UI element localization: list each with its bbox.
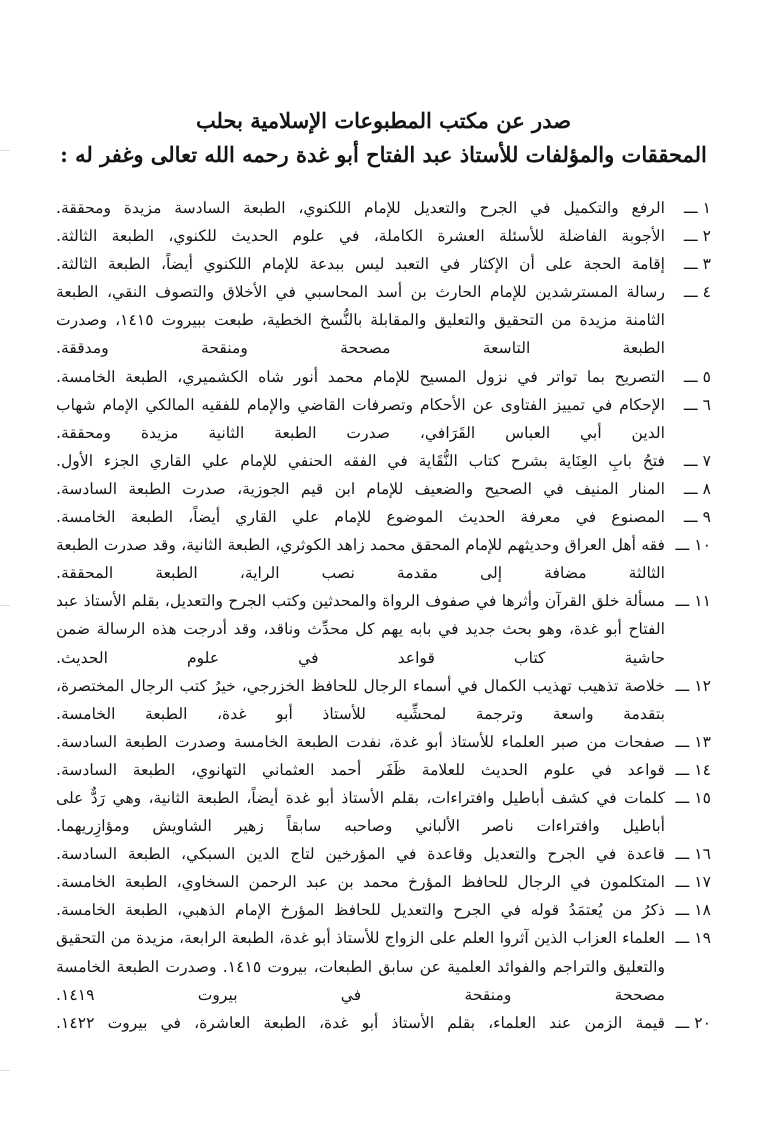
item-text: خلاصة تذهيب تهذيب الكمال في أسماء الرجال للحافظ الخزرجي، خيرُ كتب الرجال المختصرة، بتقدمة واسعة وترجمة لمحشِّيه للأستاذ أبو غدة، الطبعة الخامسة. (56, 676, 665, 723)
list-item (56, 475, 711, 503)
list-item (56, 363, 711, 391)
item-text: التصريح بما تواتر في نزول المسيح للإمام محمد أنور شاه الكشميري، الطبعة الخامسة. (56, 367, 665, 386)
item-number: ٧ ـــ (683, 451, 711, 470)
item-text: العلماء العزاب الذين آثروا العلم على الزواج للأستاذ أبو غدة، الطبعة الرابعة، مزيدة من التحقيق والتعليق والتراجم والفوائد العلمية عن سابق الطبعات، بيروت ١٤١٥. وصدرت الطبعة الخامسة مصححة ومنقحة في بيروت ١٤١٩. (56, 929, 666, 1004)
item-number: ١٤ ـــ (675, 760, 711, 779)
item-text: فقه أهل العراق وحديثهم للإمام المحقق محمد زاهد الكوثري، الطبعة الثانية، وقد صدرت الطبعة الثالثة مضافة إلى مقدمة نصب الراية، الطبعة المحققة. (56, 536, 665, 583)
list-item (56, 868, 711, 896)
heading-line-publisher: صدر عن مكتب المطبوعات الإسلامية بحلب (195, 108, 572, 133)
list-item (56, 278, 711, 362)
item-number: ٩ ـــ (683, 508, 711, 527)
list-item (56, 222, 711, 250)
publications-heading (56, 104, 711, 172)
list-item (56, 840, 711, 868)
item-number: ٢٠ ـــ (675, 1013, 711, 1032)
item-text: المصنوع في معرفة الحديث الموضوع للإمام علي القاري أيضاً، الطبعة الخامسة. (56, 508, 665, 527)
list-item (56, 728, 711, 756)
item-number: ١٨ ـــ (675, 901, 711, 920)
list-item (56, 1009, 711, 1037)
item-text: مسألة خلق القرآن وأثرها في صفوف الرواة والمحدثين وكتب الجرح والتعديل، بقلم الأستاذ عبد الفتاح أبو غدة، وهو بحث جديد في بابه يهم كل محدِّث وناقد، وقد أدرجت هذه الرسالة ضمن حاشية كتاب قواعد في علوم الحديث. (56, 592, 665, 667)
item-text: قاعدة في الجرح والتعديل وقاعدة في المؤرخين لتاج الدين السبكي، الطبعة السادسة. (56, 845, 665, 864)
item-text: كلمات في كشف أباطيل وافتراءات، بقلم الأستاذ أبو غدة أيضاً، الطبعة الثانية، وهي رَدٌّ على أباطيل وافتراءات ناصر الألباني وصاحبه سابقاً زهير الشاويش ومؤازِريهما. (56, 788, 665, 836)
list-item (56, 924, 711, 1008)
item-number: ١٣ ـــ (675, 732, 711, 751)
item-number: ١٧ ـــ (675, 873, 711, 892)
item-text: صفحات من صبر العلماء للأستاذ أبو غدة، نفدت الطبعة الخامسة وصدرت الطبعة السادسة. (56, 732, 665, 751)
item-number: ٥ ـــ (683, 367, 711, 386)
list-item (56, 784, 711, 840)
list-item (56, 250, 711, 278)
list-item (56, 672, 711, 728)
item-text: قيمة الزمن عند العلماء، بقلم الأستاذ أبو غدة، الطبعة العاشرة، في بيروت ١٤٢٢. (56, 1013, 665, 1032)
item-text: المتكلمون في الرجال للحافظ المؤرخ محمد بن عبد الرحمن السخاوي، الطبعة الخامسة. (56, 873, 665, 892)
item-text: الإحكام في تمييز الفتاوى عن الأحكام وتصرفات القاضي والإمام للفقيه المالكي الإمام شهاب الدين أبي العباس القَرَافي، صدرت الطبعة الثانية مزيدة ومحققة. (56, 395, 665, 442)
item-number: ٢ ـــ (683, 227, 711, 246)
item-number: ١٢ ـــ (675, 676, 711, 695)
item-number: ١٥ ـــ (675, 788, 711, 807)
item-number: ٣ ـــ (683, 255, 711, 274)
heading-line-author: المحققات والمؤلفات للأستاذ عبد الفتاح أبو غدة رحمه الله تعالى وغفر له : (60, 142, 707, 167)
item-number: ٦ ـــ (683, 395, 711, 414)
item-number: ١ ـــ (683, 199, 711, 217)
list-item (56, 587, 711, 671)
item-text: الأجوبة الفاضلة للأسئلة العشرة الكاملة، في علوم الحديث للكنوي، الطبعة الثالثة. (56, 227, 665, 246)
item-text: ذكرُ من يُعتمَدُ قوله في الجرح والتعديل للحافظ المؤرخ الإمام الذهبي، الطبعة الخامسة. (56, 901, 665, 920)
item-text: رسالة المسترشدين للإمام الحارث بن أسد المحاسبي في الأخلاق والتصوف النقي، الطبعة الثامنة مزيدة من التحقيق والتعليق والمقابلة بالنُّسخ الخطية، طبعت ببيروت ١٤١٥، وصدرت الطبعة التاسعة مصححة ومنقحة ومدققة. (56, 283, 665, 358)
item-number: ١٦ ـــ (675, 845, 711, 864)
list-item (56, 391, 711, 447)
list-item (56, 503, 711, 531)
list-item (56, 531, 711, 587)
item-text: الرفع والتكميل في الجرح والتعديل للإمام اللكنوي، الطبعة السادسة مزيدة ومحققة. (56, 199, 665, 217)
item-number: ٤ ـــ (683, 283, 711, 302)
list-item (56, 756, 711, 784)
scan-edge-mark (0, 1070, 10, 1071)
item-number: ١٠ ـــ (675, 536, 711, 555)
item-number: ٨ ـــ (683, 479, 711, 498)
item-number: ١١ ـــ (675, 592, 711, 611)
scan-edge-mark (0, 150, 10, 151)
publications-list (56, 194, 711, 1037)
item-text: فتحُ بابِ العِنَاية بشرح كتاب النُّقَاية في الفقه الحنفي للإمام علي القاري الجزء الأول. (56, 451, 665, 470)
list-item (56, 194, 711, 222)
item-text: إقامة الحجة على أن الإكثار في التعبد ليس ببدعة للإمام اللكنوي أيضاً، الطبعة الثالثة. (56, 255, 665, 274)
item-text: قواعد في علوم الحديث للعلامة ظَفَر أحمد العثماني التهانوي، الطبعة السادسة. (56, 760, 665, 779)
scan-edge-mark (0, 605, 10, 606)
list-item (56, 447, 711, 475)
item-number: ١٩ ـــ (675, 929, 711, 948)
item-text: المنار المنيف في الصحيح والضعيف للإمام ابن قيم الجوزية، صدرت الطبعة السادسة. (56, 479, 665, 498)
list-item (56, 896, 711, 924)
